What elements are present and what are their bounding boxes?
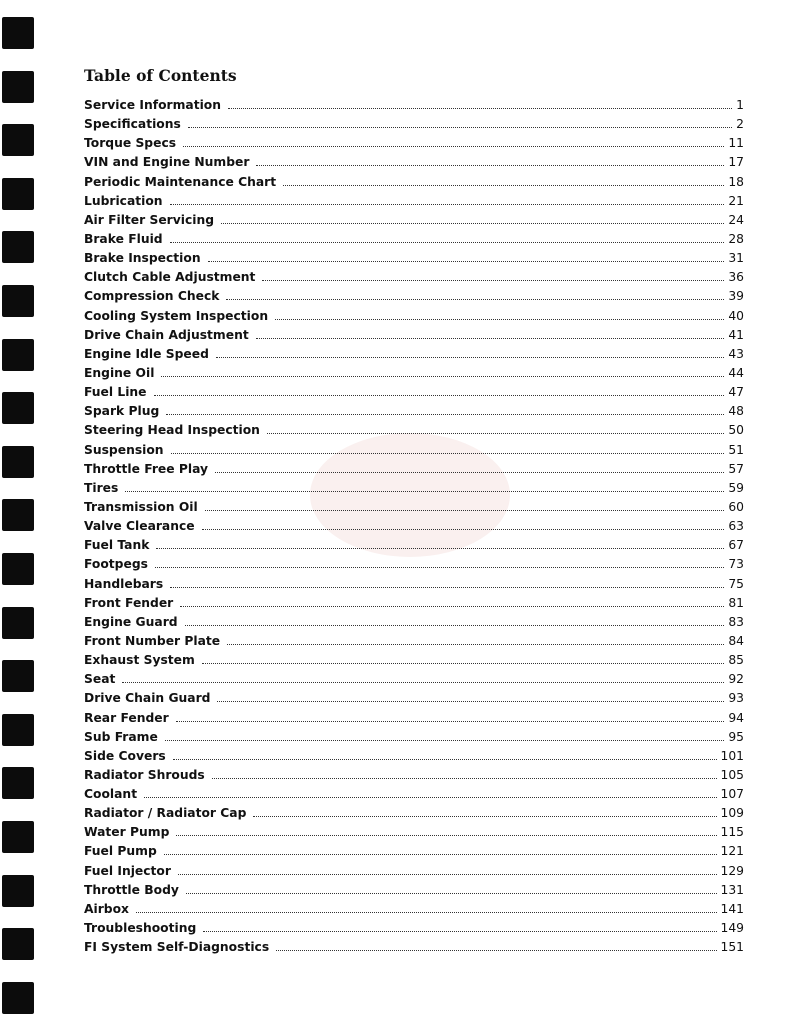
dot-leader	[205, 509, 725, 511]
toc-entry-label: Clutch Cable Adjustment	[84, 270, 256, 285]
toc-entry-label: Drive Chain Guard	[84, 691, 211, 706]
dot-leader	[154, 394, 725, 396]
toc-entry-label: Engine Idle Speed	[84, 346, 209, 361]
dot-leader	[221, 222, 724, 224]
toc-entry-page: 31	[728, 251, 744, 266]
page-title: Table of Contents	[84, 66, 237, 85]
binding-hole	[2, 178, 34, 210]
toc-entry-page: 39	[728, 289, 744, 304]
toc-entry[interactable]	[84, 194, 744, 213]
dot-leader	[170, 203, 725, 205]
binding-hole	[2, 553, 34, 585]
dot-leader	[283, 184, 724, 186]
toc-entry-label: FI System Self-Diagnostics	[84, 940, 270, 955]
toc-entry[interactable]	[84, 691, 744, 710]
toc-entry-page: 18	[728, 174, 744, 189]
toc-entry-page: 95	[728, 729, 744, 744]
dot-leader	[185, 624, 725, 626]
toc-entry[interactable]	[84, 309, 744, 328]
binding-hole	[2, 231, 34, 263]
binding-hole	[2, 392, 34, 424]
dot-leader	[178, 873, 717, 875]
toc-entry-page: 43	[728, 346, 744, 361]
binding-hole	[2, 821, 34, 853]
dot-leader	[256, 164, 724, 166]
toc-entry[interactable]	[84, 596, 744, 615]
toc-entry[interactable]	[84, 366, 744, 385]
toc-entry-page: 24	[728, 212, 744, 227]
toc-entry[interactable]	[84, 787, 744, 806]
toc-entry-label: Drive Chain Adjustment	[84, 327, 249, 342]
toc-entry-page: 109	[720, 806, 744, 821]
toc-entry-label: Front Number Plate	[84, 633, 221, 648]
toc-entry-page: 36	[728, 270, 744, 285]
binding-hole	[2, 499, 34, 531]
toc-entry[interactable]	[84, 232, 744, 251]
toc-entry[interactable]	[84, 270, 744, 289]
toc-entry-label: Coolant	[84, 787, 138, 802]
toc-entry[interactable]	[84, 213, 744, 232]
toc-entry[interactable]	[84, 730, 744, 749]
dot-leader	[155, 566, 724, 568]
binding-hole	[2, 714, 34, 746]
toc-entry-page: 129	[720, 863, 744, 878]
dot-leader	[228, 107, 732, 109]
binding-hole	[2, 928, 34, 960]
toc-entry-label: Brake Inspection	[84, 251, 201, 266]
toc-entry-page: 93	[728, 691, 744, 706]
dot-leader	[170, 241, 725, 243]
toc-entry-label: Brake Fluid	[84, 231, 163, 246]
toc-entry-page: 67	[728, 538, 744, 553]
toc-entry-label: Throttle Body	[84, 882, 179, 897]
toc-entry-page: 121	[720, 844, 744, 859]
dot-leader	[208, 260, 725, 262]
toc-entry-label: VIN and Engine Number	[84, 155, 250, 170]
toc-entry-page: 40	[728, 308, 744, 323]
toc-entry[interactable]	[84, 883, 744, 902]
toc-entry-page: 11	[728, 136, 744, 151]
toc-entry[interactable]	[84, 175, 744, 194]
toc-entry[interactable]	[84, 481, 744, 500]
dot-leader	[122, 681, 724, 683]
toc-entry-label: Specifications	[84, 117, 181, 132]
spiral-binding	[0, 0, 40, 1033]
toc-entry[interactable]	[84, 443, 744, 462]
toc-entry-page: 57	[728, 461, 744, 476]
dot-leader	[156, 547, 724, 549]
toc-entry-page: 44	[728, 365, 744, 380]
toc-entry[interactable]	[84, 653, 744, 672]
dot-leader	[275, 318, 724, 320]
toc-entry-label: Water Pump	[84, 825, 170, 840]
toc-entry[interactable]	[84, 98, 744, 117]
dot-leader	[171, 452, 725, 454]
toc-entry[interactable]	[84, 940, 744, 959]
toc-entry[interactable]	[84, 136, 744, 155]
toc-entry-page: 17	[728, 155, 744, 170]
dot-leader	[125, 490, 724, 492]
toc-entry[interactable]	[84, 155, 744, 174]
dot-leader	[253, 815, 716, 817]
binding-hole	[2, 17, 34, 49]
dot-leader	[276, 949, 716, 951]
binding-hole	[2, 71, 34, 103]
dot-leader	[180, 605, 724, 607]
toc-list	[84, 98, 744, 959]
dot-leader	[165, 739, 725, 741]
dot-leader	[183, 145, 724, 147]
toc-entry[interactable]	[84, 672, 744, 691]
dot-leader	[215, 471, 724, 473]
toc-entry-label: Transmission Oil	[84, 499, 198, 514]
toc-entry[interactable]	[84, 615, 744, 634]
dot-leader	[161, 375, 724, 377]
dot-leader	[267, 432, 724, 434]
toc-entry[interactable]	[84, 557, 744, 576]
dot-leader	[170, 586, 724, 588]
toc-entry[interactable]	[84, 844, 744, 863]
toc-entry-label: Radiator / Radiator Cap	[84, 806, 247, 821]
toc-entry-page: 28	[728, 231, 744, 246]
binding-hole	[2, 285, 34, 317]
toc-entry-label: Fuel Injector	[84, 863, 171, 878]
toc-entry-label: Troubleshooting	[84, 921, 197, 936]
binding-hole	[2, 339, 34, 371]
binding-hole	[2, 446, 34, 478]
toc-entry[interactable]	[84, 749, 744, 768]
toc-entry-page: 115	[720, 825, 744, 840]
toc-entry[interactable]	[84, 577, 744, 596]
binding-hole	[2, 875, 34, 907]
toc-entry-page: 51	[728, 442, 744, 457]
toc-entry-page: 21	[728, 193, 744, 208]
toc-entry-page: 101	[720, 748, 744, 763]
toc-entry-page: 63	[728, 519, 744, 534]
toc-entry-page: 47	[728, 385, 744, 400]
dot-leader	[217, 700, 724, 702]
binding-hole	[2, 767, 34, 799]
toc-entry[interactable]	[84, 921, 744, 940]
toc-entry[interactable]	[84, 768, 744, 787]
dot-leader	[203, 930, 716, 932]
dot-leader	[176, 720, 725, 722]
dot-leader	[202, 528, 725, 530]
toc-entry-page: 149	[720, 921, 744, 936]
toc-entry[interactable]	[84, 806, 744, 825]
toc-entry-label: Fuel Tank	[84, 538, 150, 553]
toc-entry-label: Air Filter Servicing	[84, 212, 215, 227]
toc-entry-label: Cooling System Inspection	[84, 308, 269, 323]
toc-entry-label: Handlebars	[84, 576, 164, 591]
toc-entry-label: Engine Oil	[84, 365, 155, 380]
toc-entry-label: Compression Check	[84, 289, 220, 304]
dot-leader	[188, 126, 732, 128]
toc-entry-page: 131	[720, 882, 744, 897]
toc-entry-label: Fuel Pump	[84, 844, 157, 859]
toc-entry-page: 151	[720, 940, 744, 955]
toc-entry-page: 2	[736, 117, 744, 132]
toc-entry-label: Footpegs	[84, 557, 148, 572]
toc-entry[interactable]	[84, 423, 744, 442]
dot-leader	[226, 298, 724, 300]
toc-entry[interactable]	[84, 251, 744, 270]
toc-entry[interactable]	[84, 634, 744, 653]
dot-leader	[227, 643, 724, 645]
toc-entry-label: Torque Specs	[84, 136, 177, 151]
binding-hole	[2, 607, 34, 639]
dot-leader	[212, 777, 717, 779]
dot-leader	[164, 853, 717, 855]
toc-entry[interactable]	[84, 825, 744, 844]
toc-entry[interactable]	[84, 902, 744, 921]
toc-entry-label: Airbox	[84, 901, 129, 916]
toc-entry[interactable]	[84, 328, 744, 347]
toc-entry[interactable]	[84, 462, 744, 481]
toc-entry[interactable]	[84, 538, 744, 557]
toc-entry-label: Valve Clearance	[84, 519, 195, 534]
toc-entry-label: Lubrication	[84, 193, 163, 208]
dot-leader	[262, 279, 724, 281]
dot-leader	[173, 758, 717, 760]
toc-entry[interactable]	[84, 500, 744, 519]
toc-entry-page: 83	[728, 614, 744, 629]
binding-hole	[2, 124, 34, 156]
dot-leader	[216, 356, 724, 358]
toc-entry-page: 141	[720, 901, 744, 916]
toc-entry-page: 81	[728, 595, 744, 610]
toc-entry[interactable]	[84, 289, 744, 308]
toc-entry-label: Fuel Line	[84, 385, 147, 400]
toc-entry-label: Tires	[84, 480, 119, 495]
toc-entry-label: Rear Fender	[84, 710, 169, 725]
toc-entry-label: Sub Frame	[84, 729, 158, 744]
toc-entry-page: 107	[720, 787, 744, 802]
toc-entry-label: Exhaust System	[84, 653, 195, 668]
toc-entry-page: 85	[728, 653, 744, 668]
dot-leader	[176, 834, 716, 836]
toc-entry[interactable]	[84, 404, 744, 423]
toc-entry-page: 1	[736, 98, 744, 112]
toc-entry-label: Spark Plug	[84, 404, 160, 419]
toc-entry-page: 94	[728, 710, 744, 725]
toc-entry-label: Engine Guard	[84, 614, 178, 629]
toc-entry-page: 48	[728, 404, 744, 419]
dot-leader	[166, 413, 724, 415]
toc-entry-label: Suspension	[84, 442, 164, 457]
toc-entry[interactable]	[84, 385, 744, 404]
toc-entry-label: Throttle Free Play	[84, 461, 209, 476]
dot-leader	[136, 911, 717, 913]
toc-entry-label: Side Covers	[84, 748, 166, 763]
toc-entry-page: 50	[728, 423, 744, 438]
toc-entry-label: Seat	[84, 672, 116, 687]
toc-entry-page: 41	[728, 327, 744, 342]
toc-entry[interactable]	[84, 347, 744, 366]
toc-entry[interactable]	[84, 117, 744, 136]
toc-entry-label: Radiator Shrouds	[84, 767, 205, 782]
toc-entry-label: Service Information	[84, 98, 222, 112]
toc-entry-page: 59	[728, 480, 744, 495]
toc-entry-page: 105	[720, 767, 744, 782]
toc-entry-page: 75	[728, 576, 744, 591]
toc-entry[interactable]	[84, 711, 744, 730]
dot-leader	[144, 796, 716, 798]
toc-entry-label: Front Fender	[84, 595, 174, 610]
toc-entry-page: 60	[728, 499, 744, 514]
toc-entry-page: 92	[728, 672, 744, 687]
dot-leader	[202, 662, 725, 664]
toc-entry[interactable]	[84, 519, 744, 538]
toc-entry[interactable]	[84, 864, 744, 883]
toc-entry-label: Periodic Maintenance Chart	[84, 174, 277, 189]
dot-leader	[256, 337, 725, 339]
toc-entry-page: 73	[728, 557, 744, 572]
toc-entry-page: 84	[728, 633, 744, 648]
binding-hole	[2, 660, 34, 692]
toc-entry-label: Steering Head Inspection	[84, 423, 260, 438]
dot-leader	[186, 892, 717, 894]
binding-hole	[2, 982, 34, 1014]
